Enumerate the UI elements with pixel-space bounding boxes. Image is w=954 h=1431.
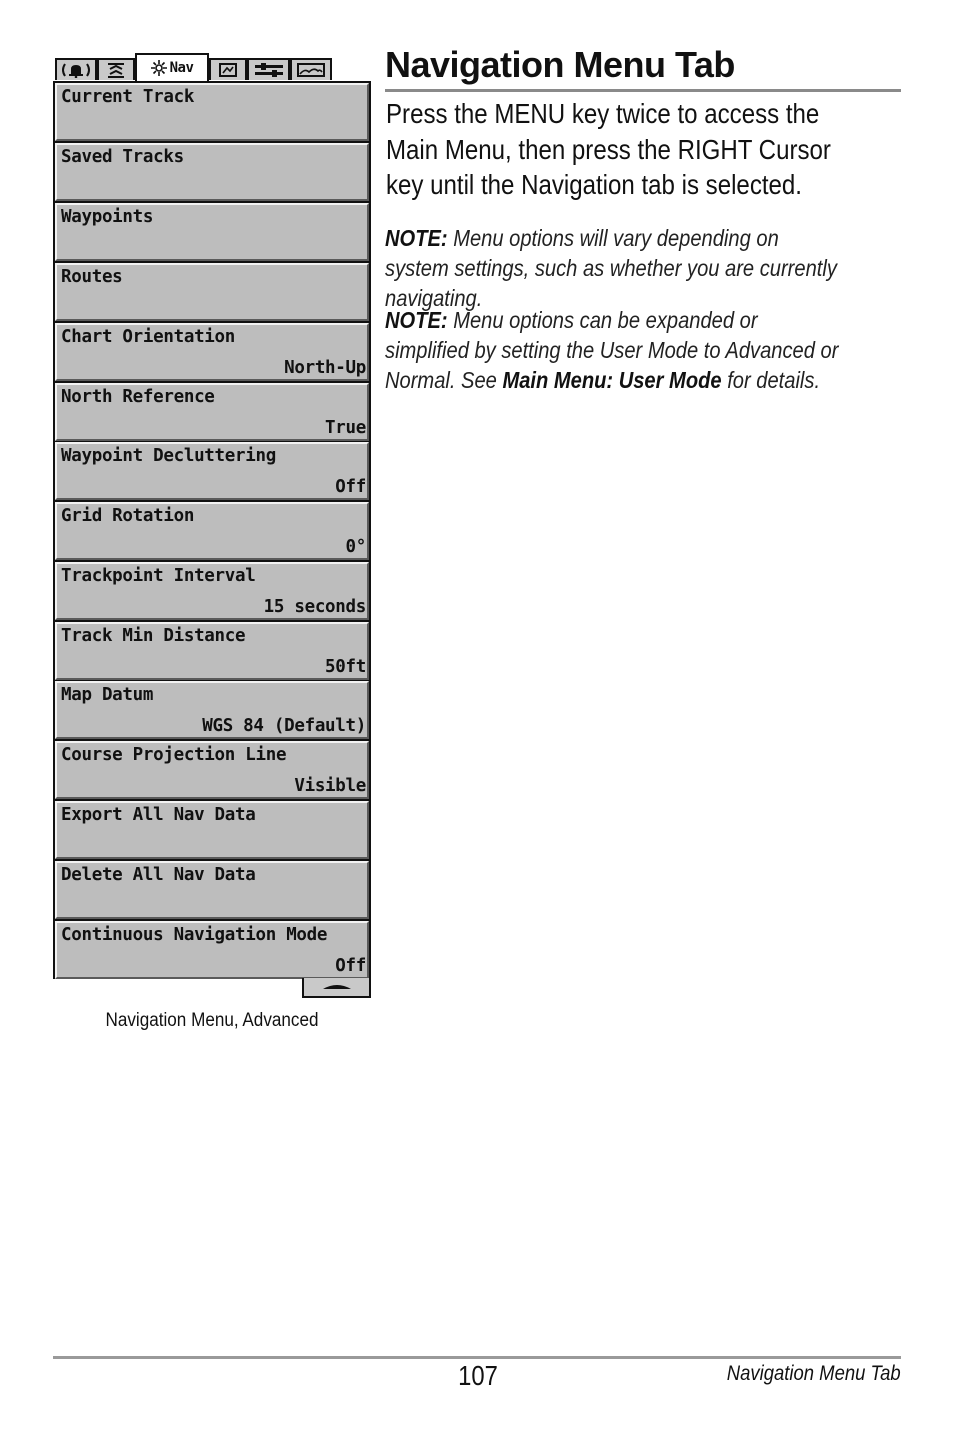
menu-item-label: Course Projection Line	[61, 745, 287, 765]
scroll-up-arrow-icon	[320, 978, 354, 996]
sonar-icon	[105, 62, 127, 78]
menu-item-chart-orientation[interactable]	[55, 323, 369, 381]
menu-item-label: Delete All Nav Data	[61, 865, 256, 885]
page-number: 107	[458, 1360, 498, 1391]
running-footer-title: Navigation Menu Tab	[727, 1362, 901, 1385]
menu-item-waypoints[interactable]	[55, 203, 369, 261]
menu-item-label: Current Track	[61, 87, 195, 107]
menu-item-value: Visible	[294, 776, 366, 796]
menu-item-label: Export All Nav Data	[61, 805, 256, 825]
menu-item-map-datum[interactable]	[55, 681, 369, 739]
menu-item-waypoint-decluttering[interactable]	[55, 442, 369, 500]
menu-item-value: 0°	[345, 537, 366, 557]
menu-item-north-reference[interactable]	[55, 383, 369, 441]
menu-item-label: Grid Rotation	[61, 506, 195, 526]
note-label: NOTE:	[385, 225, 448, 251]
tab-navigation-label: Nav	[169, 60, 194, 76]
chart-icon	[218, 62, 238, 78]
note-text-before: Menu options can be expanded or simplified by setting the User Mode to Advanced or Normal. See	[385, 307, 839, 393]
cross-reference-link[interactable]: Main Menu: User Mode	[502, 367, 722, 393]
tab-setup[interactable]	[247, 58, 290, 80]
views-icon	[296, 62, 326, 78]
tab-alarms[interactable]	[55, 58, 97, 80]
menu-tab-bar	[55, 53, 333, 81]
note-text: Menu options will vary depending on system settings, such as whether you are currently navigating.	[385, 225, 837, 311]
menu-item-current-track[interactable]	[55, 83, 369, 141]
note-user-mode	[385, 305, 840, 395]
menu-item-label: Routes	[61, 267, 123, 287]
intro-paragraph: Press the MENU key twice to access the Main Menu, then press the RIGHT Cursor key until the Navigation tab is selected.	[386, 98, 831, 200]
menu-item-delete-all-nav-data[interactable]	[55, 861, 369, 919]
menu-item-label: Continuous Navigation Mode	[61, 925, 328, 945]
menu-item-label: Track Min Distance	[61, 626, 246, 646]
menu-item-value: 15 seconds	[263, 597, 366, 617]
navigation-menu-screenshot	[53, 53, 373, 999]
page-title: Navigation Menu Tab	[385, 44, 735, 85]
menu-item-routes[interactable]	[55, 263, 369, 321]
menu-item-value: True	[325, 418, 366, 438]
note-text-after: for details.	[721, 367, 821, 393]
tab-chart[interactable]	[209, 58, 247, 80]
figure-caption: Navigation Menu, Advanced	[105, 1010, 319, 1031]
navigation-icon	[151, 60, 167, 76]
menu-item-label: Chart Orientation	[61, 327, 236, 347]
setup-icon	[253, 62, 285, 78]
menu-item-value: Off	[335, 956, 366, 976]
menu-item-value: North-Up	[284, 358, 366, 378]
menu-item-value: Off	[335, 477, 366, 497]
menu-item-track-min-distance[interactable]	[55, 622, 369, 680]
tab-navigation[interactable]	[135, 53, 209, 81]
menu-item-trackpoint-interval[interactable]	[55, 562, 369, 620]
menu-item-continuous-navigation-mode[interactable]	[55, 921, 369, 979]
tab-views[interactable]	[290, 58, 332, 80]
tab-sonar[interactable]	[97, 58, 135, 80]
menu-item-value: 50ft	[325, 657, 366, 677]
menu-item-label: Waypoints	[61, 207, 154, 227]
menu-item-label: Waypoint Decluttering	[61, 446, 276, 466]
menu-item-saved-tracks[interactable]	[55, 143, 369, 201]
alarm-icon	[59, 62, 93, 78]
navigation-menu-list	[53, 81, 371, 979]
menu-item-course-projection-line[interactable]	[55, 741, 369, 799]
menu-item-export-all-nav-data[interactable]	[55, 801, 369, 859]
note-menu-options-vary	[385, 223, 840, 313]
menu-item-label: North Reference	[61, 387, 215, 407]
title-underline	[385, 89, 901, 92]
scroll-up-button[interactable]	[302, 978, 371, 998]
footer-divider	[53, 1356, 901, 1359]
menu-item-grid-rotation[interactable]	[55, 502, 369, 560]
menu-item-value: WGS 84 (Default)	[202, 716, 366, 736]
menu-item-label: Trackpoint Interval	[61, 566, 256, 586]
note-label: NOTE:	[385, 307, 448, 333]
menu-item-label: Map Datum	[61, 685, 154, 705]
menu-item-label: Saved Tracks	[61, 147, 184, 167]
